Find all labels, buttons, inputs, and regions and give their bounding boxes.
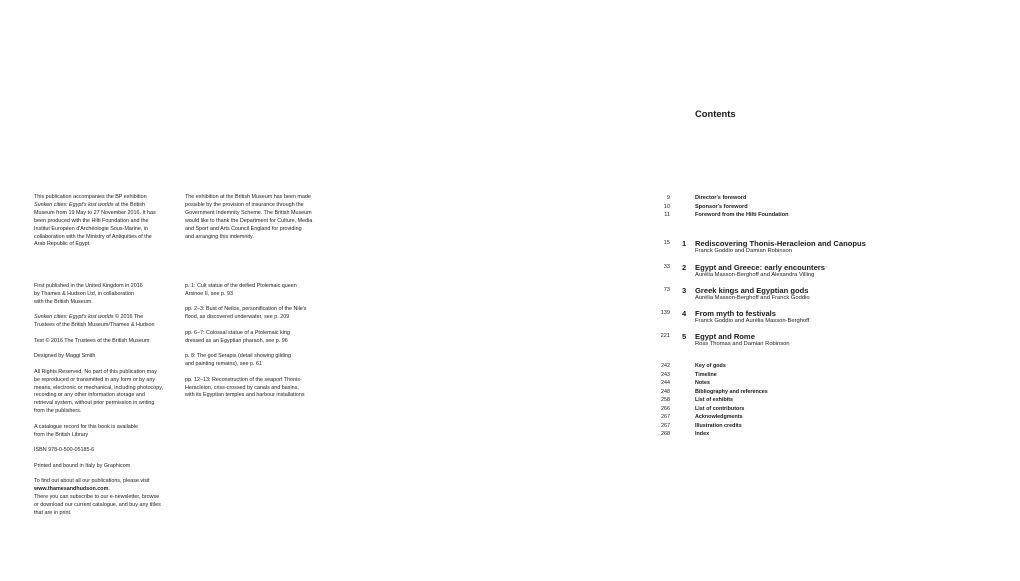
- text-line: All Rights Reserved. No part of this publication may: [34, 368, 157, 375]
- chapter-authors: Franck Goddio and Damian Robinson: [695, 248, 792, 254]
- text-line: be reproduced or transmitted in any form or by any: [34, 376, 156, 383]
- page-number: 33: [663, 263, 670, 270]
- caption-line: and painting remains), see p. 61: [185, 361, 263, 368]
- text-line: Government Indemnity Scheme. The British Museum: [185, 209, 312, 216]
- text-line: means, electronic or mechanical, including photocopy,: [34, 384, 164, 391]
- text-line: Trustees of the British Museum/Thames & Hudson: [34, 322, 155, 329]
- text-line: To find out about all our publications, please visit: [34, 478, 150, 485]
- page-number: 248: [661, 388, 670, 395]
- chapter-authors: Ross Thomas and Damian Robinson: [695, 341, 790, 347]
- chapter-title: Egypt and Rome: [695, 332, 755, 341]
- entry-title: List of contributors: [695, 405, 745, 412]
- caption-line: flood, as discovered underwater, see p. 209: [185, 314, 290, 321]
- caption-line: pp. 2–3: Bust of Neilos, personification of the Nile's: [185, 306, 307, 313]
- page-number: 10: [663, 203, 670, 210]
- text-line: retrieval system, without prior permission in writing: [34, 400, 155, 407]
- chapter-number: 3: [682, 285, 687, 295]
- text-line: that are in print.: [34, 509, 72, 516]
- printer-credit: Printed and bound in Italy by Graphicom: [34, 462, 131, 469]
- entry-title: Bibliography and references: [695, 388, 768, 395]
- text-line: This publication accompanies the BP exhibition: [34, 194, 147, 200]
- website-link[interactable]: www.thamesandhudson.com: [34, 486, 109, 493]
- text-line: been produced with the Hilti Foundation and the: [34, 217, 149, 224]
- chapter-title: Greek kings and Egyptian gods: [695, 285, 809, 295]
- copyright-line: Sunken cities: Egypt's lost worlds © 2016 The: [34, 314, 144, 321]
- caption-line: Arsinoe II, see p. 93: [185, 290, 233, 297]
- designer-credit: Designed by Maggi Smith: [34, 353, 96, 360]
- entry-title: Foreword from the Hilti Foundation: [695, 212, 789, 218]
- chapter-number: 2: [682, 262, 687, 272]
- text-line: Arab Republic of Egypt.: [34, 241, 91, 248]
- caption-line: pp. 6–7: Colossal statue of a Ptolemaic king: [185, 329, 290, 336]
- text-line: or download our current catalogue, and buy any titles: [34, 501, 161, 508]
- text-line: Sunken cities: Egypt's lost worlds at the British: [34, 201, 145, 208]
- imprint-block: [34, 283, 174, 518]
- chapter-number: 5: [682, 332, 687, 341]
- text-line: Museum from 19 May to 27 November 2016. It has: [34, 209, 156, 216]
- caption-line: p. 8: The god Serapis (detail showing gilding: [185, 353, 291, 360]
- entry-title: Acknowledgments: [695, 414, 743, 420]
- caption-line: Heracleion, criss-crossed by canals and basins,: [185, 384, 299, 391]
- text-line: The exhibition at the British Museum has been made: [185, 194, 311, 200]
- text-line: by Thames & Hudson Ltd, in collaboration: [34, 290, 134, 297]
- chapter-number: 4: [682, 308, 687, 318]
- caption-line: with its Egyptian temples and harbour installations: [185, 392, 305, 399]
- page-number: 242: [661, 363, 670, 369]
- text-line: would like to thank the Department for Culture, Media: [185, 217, 313, 224]
- text-line: and arranging this indemnity.: [185, 233, 254, 240]
- page-number: 221: [660, 333, 670, 339]
- text-copyright: Text © 2016 The Trustees of the British Museum: [34, 337, 150, 344]
- page-number: 9: [666, 195, 670, 201]
- text-line: First published in the United Kingdom in 2016: [34, 283, 143, 289]
- chapter-title: From myth to festivals: [695, 308, 777, 318]
- page-number: 268: [661, 431, 670, 437]
- page-number: 139: [660, 309, 670, 316]
- text-line: with the British Museum.: [34, 298, 93, 305]
- page-number: 73: [663, 286, 670, 293]
- entry-title: Notes: [695, 380, 710, 386]
- exhibition-note: [34, 194, 174, 249]
- entry-title: Sponsor's foreword: [695, 203, 748, 210]
- website-line: www.thamesandhudson.com.: [34, 486, 110, 493]
- entry-title: Illustration credits: [695, 422, 742, 429]
- entry-title: Key of gods: [695, 363, 726, 369]
- text-line: from the publishers.: [34, 408, 82, 415]
- illustration-captions: [185, 283, 327, 400]
- text-line: There you can subscribe to our e-newsletter, browse: [34, 493, 160, 500]
- indemnity-note: [185, 194, 327, 241]
- page-number: 258: [661, 397, 670, 403]
- chapter-title: Rediscovering Thonis-Heracleion and Canopus: [695, 239, 866, 248]
- chapter-authors: Franck Goddio and Aurélia Masson-Berghoff: [695, 317, 810, 324]
- text-line: possible by the provision of insurance through the: [185, 201, 304, 208]
- text-line: collaboration with the Ministry of Antiquities of the: [34, 233, 152, 240]
- page-number: 267: [661, 414, 670, 420]
- page-number: 267: [661, 422, 670, 429]
- entry-title: List of exhibits: [695, 397, 734, 403]
- contents-title: Contents: [695, 108, 736, 119]
- page-number: 15: [663, 240, 670, 246]
- page-number: 243: [661, 371, 670, 378]
- page-number: 11: [664, 212, 670, 218]
- chapter-number: 1: [682, 239, 687, 248]
- text-line: from the British Library: [34, 431, 89, 438]
- text-line: Institut Européen d'Archéologie Sous-Marine, in: [34, 225, 148, 232]
- text-line: A catalogue record for this book is available: [34, 423, 138, 430]
- chapter-title: Egypt and Greece: early encounters: [695, 262, 825, 272]
- entry-title: Timeline: [695, 371, 717, 378]
- caption-line: p. 1: Cult statue of the deified Ptolemaic queen: [185, 283, 297, 289]
- isbn: ISBN 978-0-500-05185-6: [34, 447, 95, 454]
- entry-title: Index: [695, 431, 710, 437]
- chapter-authors: Aurélia Masson-Berghoff and Franck Goddio: [695, 294, 810, 301]
- caption-line: dressed as an Egyptian pharaoh, see p. 96: [185, 337, 288, 344]
- text-line: and Sport and Arts Council England for providing: [185, 225, 302, 232]
- entry-title: Director's foreword: [695, 195, 747, 201]
- page-number: 244: [661, 380, 670, 386]
- page-number: 266: [661, 405, 670, 412]
- chapter-authors: Aurélia Masson-Berghoff and Alexandra Villing: [695, 271, 815, 278]
- caption-line: pp. 12–13: Reconstruction of the seaport Thonis-: [185, 376, 302, 383]
- text-line: recording or any other information storage and: [34, 392, 145, 399]
